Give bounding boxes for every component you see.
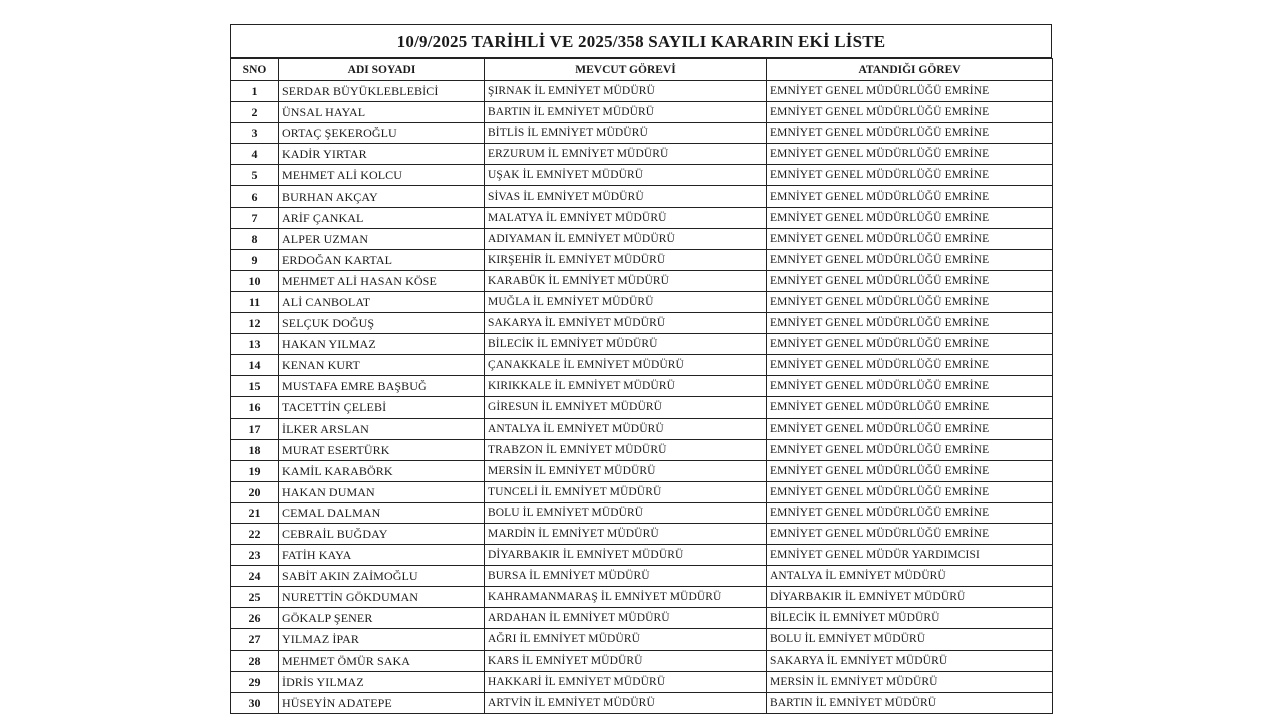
- table-row: [231, 334, 1053, 355]
- cell-name: MUSTAFA EMRE BAŞBUĞ: [279, 376, 485, 397]
- table-row: [231, 165, 1053, 186]
- cell-name: ORTAÇ ŞEKEROĞLU: [279, 123, 485, 144]
- table-row: [231, 502, 1053, 523]
- document-sheet: [230, 24, 1052, 714]
- cell-current-duty: ERZURUM İL EMNİYET MÜDÜRÜ: [485, 144, 767, 165]
- cell-current-duty: BİLECİK İL EMNİYET MÜDÜRÜ: [485, 334, 767, 355]
- cell-name: ÜNSAL HAYAL: [279, 102, 485, 123]
- cell-assigned-duty: EMNİYET GENEL MÜDÜRLÜĞÜ EMRİNE: [767, 144, 1053, 165]
- cell-assigned-duty: EMNİYET GENEL MÜDÜRLÜĞÜ EMRİNE: [767, 460, 1053, 481]
- cell-name: HAKAN YILMAZ: [279, 334, 485, 355]
- cell-sno: 30: [231, 692, 279, 713]
- cell-sno: 22: [231, 523, 279, 544]
- cell-sno: 29: [231, 671, 279, 692]
- cell-sno: 4: [231, 144, 279, 165]
- cell-assigned-duty: EMNİYET GENEL MÜDÜRLÜĞÜ EMRİNE: [767, 313, 1053, 334]
- cell-name: KADİR YIRTAR: [279, 144, 485, 165]
- cell-current-duty: BİTLİS İL EMNİYET MÜDÜRÜ: [485, 123, 767, 144]
- cell-current-duty: ŞIRNAK İL EMNİYET MÜDÜRÜ: [485, 81, 767, 102]
- cell-current-duty: BOLU İL EMNİYET MÜDÜRÜ: [485, 502, 767, 523]
- cell-assigned-duty: MERSİN İL EMNİYET MÜDÜRÜ: [767, 671, 1053, 692]
- cell-current-duty: KIRŞEHİR İL EMNİYET MÜDÜRÜ: [485, 249, 767, 270]
- cell-assigned-duty: EMNİYET GENEL MÜDÜRLÜĞÜ EMRİNE: [767, 481, 1053, 502]
- cell-assigned-duty: EMNİYET GENEL MÜDÜRLÜĞÜ EMRİNE: [767, 376, 1053, 397]
- cell-sno: 18: [231, 439, 279, 460]
- header-assigned-duty: ATANDIĞI GÖREV: [767, 59, 1053, 81]
- table-row: [231, 228, 1053, 249]
- cell-sno: 19: [231, 460, 279, 481]
- cell-current-duty: KAHRAMANMARAŞ İL EMNİYET MÜDÜRÜ: [485, 587, 767, 608]
- cell-name: KENAN KURT: [279, 355, 485, 376]
- cell-current-duty: MALATYA İL EMNİYET MÜDÜRÜ: [485, 207, 767, 228]
- cell-assigned-duty: EMNİYET GENEL MÜDÜR YARDIMCISI: [767, 545, 1053, 566]
- cell-name: CEMAL DALMAN: [279, 502, 485, 523]
- cell-sno: 7: [231, 207, 279, 228]
- cell-assigned-duty: EMNİYET GENEL MÜDÜRLÜĞÜ EMRİNE: [767, 397, 1053, 418]
- table-row: [231, 144, 1053, 165]
- table-row: [231, 523, 1053, 544]
- cell-sno: 23: [231, 545, 279, 566]
- cell-current-duty: DİYARBAKIR İL EMNİYET MÜDÜRÜ: [485, 545, 767, 566]
- cell-assigned-duty: BOLU İL EMNİYET MÜDÜRÜ: [767, 629, 1053, 650]
- cell-current-duty: TRABZON İL EMNİYET MÜDÜRÜ: [485, 439, 767, 460]
- table-row: [231, 249, 1053, 270]
- cell-assigned-duty: EMNİYET GENEL MÜDÜRLÜĞÜ EMRİNE: [767, 81, 1053, 102]
- cell-assigned-duty: EMNİYET GENEL MÜDÜRLÜĞÜ EMRİNE: [767, 523, 1053, 544]
- cell-name: YILMAZ İPAR: [279, 629, 485, 650]
- cell-sno: 1: [231, 81, 279, 102]
- table-row: [231, 270, 1053, 291]
- cell-sno: 3: [231, 123, 279, 144]
- table-row: [231, 123, 1053, 144]
- cell-name: ARİF ÇANKAL: [279, 207, 485, 228]
- cell-name: MEHMET ALİ KOLCU: [279, 165, 485, 186]
- cell-sno: 24: [231, 566, 279, 587]
- cell-current-duty: MUĞLA İL EMNİYET MÜDÜRÜ: [485, 291, 767, 312]
- table-row: [231, 102, 1053, 123]
- cell-assigned-duty: EMNİYET GENEL MÜDÜRLÜĞÜ EMRİNE: [767, 502, 1053, 523]
- cell-current-duty: SAKARYA İL EMNİYET MÜDÜRÜ: [485, 313, 767, 334]
- cell-sno: 14: [231, 355, 279, 376]
- cell-sno: 5: [231, 165, 279, 186]
- cell-current-duty: ARDAHAN İL EMNİYET MÜDÜRÜ: [485, 608, 767, 629]
- table-row: [231, 376, 1053, 397]
- cell-name: MEHMET ALİ HASAN KÖSE: [279, 270, 485, 291]
- table-row: [231, 397, 1053, 418]
- table-row: [231, 545, 1053, 566]
- cell-current-duty: BARTIN İL EMNİYET MÜDÜRÜ: [485, 102, 767, 123]
- table-row: [231, 207, 1053, 228]
- table-row: [231, 481, 1053, 502]
- table-row: [231, 186, 1053, 207]
- table-body: [231, 81, 1053, 714]
- cell-sno: 6: [231, 186, 279, 207]
- cell-current-duty: ANTALYA İL EMNİYET MÜDÜRÜ: [485, 418, 767, 439]
- table-row: [231, 418, 1053, 439]
- cell-name: KAMİL KARABÖRK: [279, 460, 485, 481]
- cell-current-duty: BURSA İL EMNİYET MÜDÜRÜ: [485, 566, 767, 587]
- header-name: ADI SOYADI: [279, 59, 485, 81]
- cell-assigned-duty: EMNİYET GENEL MÜDÜRLÜĞÜ EMRİNE: [767, 418, 1053, 439]
- cell-name: HAKAN DUMAN: [279, 481, 485, 502]
- document-title: 10/9/2025 TARİHLİ VE 2025/358 SAYILI KARARIN EKİ LİSTE: [230, 24, 1052, 58]
- cell-name: CEBRAİL BUĞDAY: [279, 523, 485, 544]
- cell-sno: 25: [231, 587, 279, 608]
- cell-current-duty: TUNCELİ İL EMNİYET MÜDÜRÜ: [485, 481, 767, 502]
- cell-current-duty: HAKKARİ İL EMNİYET MÜDÜRÜ: [485, 671, 767, 692]
- table-row: [231, 587, 1053, 608]
- table-row: [231, 629, 1053, 650]
- assignment-table: [230, 58, 1053, 714]
- table-row: [231, 566, 1053, 587]
- cell-sno: 28: [231, 650, 279, 671]
- cell-current-duty: KIRIKKALE İL EMNİYET MÜDÜRÜ: [485, 376, 767, 397]
- cell-name: ALPER UZMAN: [279, 228, 485, 249]
- table-row: [231, 650, 1053, 671]
- cell-current-duty: ÇANAKKALE İL EMNİYET MÜDÜRÜ: [485, 355, 767, 376]
- cell-current-duty: KARS İL EMNİYET MÜDÜRÜ: [485, 650, 767, 671]
- cell-sno: 8: [231, 228, 279, 249]
- cell-assigned-duty: EMNİYET GENEL MÜDÜRLÜĞÜ EMRİNE: [767, 291, 1053, 312]
- header-current-duty: MEVCUT GÖREVİ: [485, 59, 767, 81]
- cell-current-duty: UŞAK İL EMNİYET MÜDÜRÜ: [485, 165, 767, 186]
- cell-current-duty: MARDİN İL EMNİYET MÜDÜRÜ: [485, 523, 767, 544]
- cell-assigned-duty: DİYARBAKIR İL EMNİYET MÜDÜRÜ: [767, 587, 1053, 608]
- cell-assigned-duty: SAKARYA İL EMNİYET MÜDÜRÜ: [767, 650, 1053, 671]
- cell-name: GÖKALP ŞENER: [279, 608, 485, 629]
- cell-current-duty: MERSİN İL EMNİYET MÜDÜRÜ: [485, 460, 767, 481]
- table-header-row: [231, 59, 1053, 81]
- table-row: [231, 608, 1053, 629]
- table-row: [231, 313, 1053, 334]
- cell-sno: 2: [231, 102, 279, 123]
- cell-name: SELÇUK DOĞUŞ: [279, 313, 485, 334]
- cell-name: BURHAN AKÇAY: [279, 186, 485, 207]
- cell-assigned-duty: EMNİYET GENEL MÜDÜRLÜĞÜ EMRİNE: [767, 207, 1053, 228]
- cell-current-duty: SİVAS İL EMNİYET MÜDÜRÜ: [485, 186, 767, 207]
- table-row: [231, 81, 1053, 102]
- table-row: [231, 355, 1053, 376]
- cell-assigned-duty: EMNİYET GENEL MÜDÜRLÜĞÜ EMRİNE: [767, 439, 1053, 460]
- table-row: [231, 671, 1053, 692]
- cell-sno: 17: [231, 418, 279, 439]
- cell-current-duty: ADIYAMAN İL EMNİYET MÜDÜRÜ: [485, 228, 767, 249]
- cell-name: MEHMET ÖMÜR SAKA: [279, 650, 485, 671]
- cell-assigned-duty: EMNİYET GENEL MÜDÜRLÜĞÜ EMRİNE: [767, 102, 1053, 123]
- cell-sno: 13: [231, 334, 279, 355]
- cell-name: ALİ CANBOLAT: [279, 291, 485, 312]
- cell-assigned-duty: EMNİYET GENEL MÜDÜRLÜĞÜ EMRİNE: [767, 165, 1053, 186]
- cell-current-duty: ARTVİN İL EMNİYET MÜDÜRÜ: [485, 692, 767, 713]
- cell-name: ERDOĞAN KARTAL: [279, 249, 485, 270]
- cell-assigned-duty: EMNİYET GENEL MÜDÜRLÜĞÜ EMRİNE: [767, 228, 1053, 249]
- table-row: [231, 439, 1053, 460]
- cell-sno: 20: [231, 481, 279, 502]
- table-row: [231, 692, 1053, 713]
- cell-sno: 11: [231, 291, 279, 312]
- cell-assigned-duty: EMNİYET GENEL MÜDÜRLÜĞÜ EMRİNE: [767, 334, 1053, 355]
- cell-assigned-duty: EMNİYET GENEL MÜDÜRLÜĞÜ EMRİNE: [767, 186, 1053, 207]
- cell-assigned-duty: BARTIN İL EMNİYET MÜDÜRÜ: [767, 692, 1053, 713]
- cell-name: İLKER ARSLAN: [279, 418, 485, 439]
- header-sno: SNO: [231, 59, 279, 81]
- cell-name: NURETTİN GÖKDUMAN: [279, 587, 485, 608]
- cell-assigned-duty: ANTALYA İL EMNİYET MÜDÜRÜ: [767, 566, 1053, 587]
- cell-assigned-duty: EMNİYET GENEL MÜDÜRLÜĞÜ EMRİNE: [767, 123, 1053, 144]
- cell-assigned-duty: BİLECİK İL EMNİYET MÜDÜRÜ: [767, 608, 1053, 629]
- cell-assigned-duty: EMNİYET GENEL MÜDÜRLÜĞÜ EMRİNE: [767, 270, 1053, 291]
- table-row: [231, 460, 1053, 481]
- table-row: [231, 291, 1053, 312]
- cell-name: FATİH KAYA: [279, 545, 485, 566]
- cell-sno: 9: [231, 249, 279, 270]
- cell-name: HÜSEYİN ADATEPE: [279, 692, 485, 713]
- cell-name: SERDAR BÜYÜKLEBLEBİCİ: [279, 81, 485, 102]
- cell-sno: 10: [231, 270, 279, 291]
- cell-name: TACETTİN ÇELEBİ: [279, 397, 485, 418]
- cell-sno: 16: [231, 397, 279, 418]
- cell-current-duty: GİRESUN İL EMNİYET MÜDÜRÜ: [485, 397, 767, 418]
- cell-name: SABİT AKIN ZAİMOĞLU: [279, 566, 485, 587]
- cell-assigned-duty: EMNİYET GENEL MÜDÜRLÜĞÜ EMRİNE: [767, 355, 1053, 376]
- cell-sno: 12: [231, 313, 279, 334]
- cell-name: İDRİS YILMAZ: [279, 671, 485, 692]
- cell-name: MURAT ESERTÜRK: [279, 439, 485, 460]
- cell-sno: 21: [231, 502, 279, 523]
- cell-current-duty: AĞRI İL EMNİYET MÜDÜRÜ: [485, 629, 767, 650]
- cell-sno: 27: [231, 629, 279, 650]
- cell-current-duty: KARABÜK İL EMNİYET MÜDÜRÜ: [485, 270, 767, 291]
- cell-assigned-duty: EMNİYET GENEL MÜDÜRLÜĞÜ EMRİNE: [767, 249, 1053, 270]
- cell-sno: 26: [231, 608, 279, 629]
- cell-sno: 15: [231, 376, 279, 397]
